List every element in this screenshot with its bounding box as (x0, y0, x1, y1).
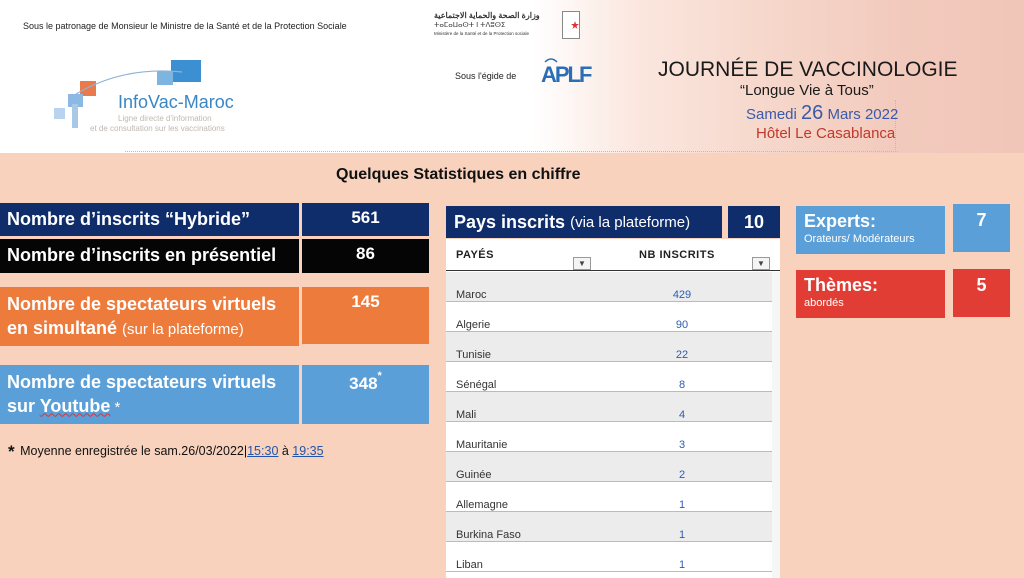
table-row (446, 332, 772, 362)
table-row (446, 452, 772, 482)
country-count: 8 (678, 379, 686, 391)
presentiel-value: 86 (302, 239, 429, 273)
country-name: Guinée (456, 469, 492, 481)
stats-title: Quelques Statistiques en chiffre (336, 166, 581, 183)
table-row (446, 272, 772, 302)
experts-value: 7 (953, 204, 1010, 252)
aplf-logo-text: APLF (541, 62, 591, 87)
table-row (446, 362, 772, 392)
themes-value: 5 (953, 269, 1010, 317)
country-count: 1 (678, 559, 686, 571)
table-row (446, 302, 772, 332)
event-date-suffix: Mars 2022 (823, 106, 899, 123)
virtuels-label-small: (sur la plateforme) (122, 320, 244, 338)
aplf-logo-icon (541, 56, 591, 92)
virtuels-label-line2: en simultané (7, 317, 118, 338)
country-name: Burkina Faso (456, 529, 521, 541)
country-name: Mauritanie (456, 439, 508, 451)
country-name: Tunisie (456, 349, 492, 361)
youtube-value-star: * (377, 370, 382, 382)
themes-sub: abordés (804, 297, 844, 309)
footnote-star: * (8, 442, 15, 461)
footnote-middle: à (278, 444, 293, 458)
youtube-label-line1: Nombre de spectateurs virtuels (7, 372, 277, 393)
ministry-french-name: Ministère de la Santé et de la Protection sociale (434, 31, 530, 36)
pays-title: Pays inscrits (454, 211, 566, 232)
event-venue: Hôtel Le Casablanca (756, 125, 896, 142)
table-row (446, 512, 772, 542)
hybride-value: 561 (302, 203, 429, 236)
ministry-logo (434, 11, 580, 41)
country-name: Allemagne (456, 499, 508, 511)
country-name: Mali (456, 409, 477, 421)
infovac-tagline-2: et de consultation sur les vaccinations (90, 124, 225, 133)
table-row (446, 422, 772, 452)
footnote-text: Moyenne enregistrée le sam.26/03/2022| (16, 444, 248, 458)
hybride-label-text: Nombre d’inscrits “Hybride” (7, 208, 251, 229)
virtuels-label (0, 287, 299, 346)
youtube-label-word: Youtube (39, 395, 111, 416)
country-count: 22 (675, 349, 689, 361)
country-name: Maroc (456, 289, 487, 301)
pays-count: 10 (728, 206, 780, 238)
country-name: Sénégal (456, 379, 497, 391)
col-nb-inscrits-filter-icon[interactable]: ▼ (752, 257, 770, 270)
footnote (8, 440, 324, 460)
event-title: JOURNÉE DE VACCINOLOGIE (658, 58, 958, 81)
hybride-label (0, 203, 299, 236)
country-count: 1 (678, 529, 686, 541)
country-name: Algerie (456, 319, 491, 331)
youtube-label-sur: sur (7, 395, 40, 416)
pays-title-small: (via la plateforme) (570, 213, 691, 231)
virtuels-value: 145 (302, 287, 429, 344)
experts-sub: Orateurs/ Modérateurs (804, 233, 915, 245)
header-divider (125, 151, 898, 152)
ministry-tifinagh-name: ⵜⴰⵎⴰⵡⴰⵙⵜ ⵏ ⵜⴷⵓⵙⵉ (434, 22, 506, 29)
event-date-prefix: Samedi (746, 106, 802, 123)
country-count: 4 (678, 409, 686, 421)
col-pays-filter-icon[interactable]: ▼ (573, 257, 591, 270)
country-count: 90 (675, 319, 689, 331)
themes-label (796, 270, 945, 318)
header-banner (0, 0, 1024, 153)
table-scrollbar[interactable] (772, 272, 780, 578)
country-count: 429 (672, 289, 692, 301)
pays-table (446, 239, 780, 578)
event-date (746, 102, 898, 125)
footnote-time-end: 19:35 (292, 444, 324, 458)
themes-title: Thèmes: (804, 275, 879, 295)
table-row (446, 392, 772, 422)
pays-table-header (446, 239, 780, 271)
pays-header (446, 206, 722, 238)
infovac-tagline-1: Ligne directe d'information (118, 114, 212, 123)
ministry-emblem-icon (562, 11, 580, 39)
col-nb-inscrits-header: NB INSCRITS (639, 249, 715, 261)
ministry-arabic-name: وزارة الصحة والحماية الاجتماعية (434, 11, 540, 20)
infovac-name: InfoVac-Maroc (118, 92, 234, 112)
event-subtitle: “Longue Vie à Tous” (740, 82, 874, 99)
virtuels-label-line1: Nombre de spectateurs virtuels (7, 294, 277, 315)
youtube-label (0, 365, 299, 424)
youtube-value (302, 365, 429, 424)
table-row (446, 482, 772, 512)
egide-label: Sous l'égide de (455, 71, 517, 81)
presentiel-label-text: Nombre d’inscrits en présentiel (7, 245, 277, 266)
col-pays-header: PAYÉS (456, 249, 494, 261)
country-name: Liban (456, 559, 483, 571)
country-count: 3 (678, 439, 686, 451)
country-count: 1 (678, 499, 686, 511)
event-date-day: 26 (801, 102, 824, 124)
experts-title: Experts: (804, 211, 877, 231)
youtube-label-star: * (110, 398, 121, 416)
patronage-text: Sous le patronage de Monsieur le Ministre de la Santé et de la Protection Sociale (23, 21, 347, 31)
experts-label (796, 206, 945, 254)
footnote-time-start: 15:30 (247, 444, 279, 458)
country-count: 2 (678, 469, 686, 481)
table-row (446, 542, 772, 572)
presentiel-label (0, 239, 299, 273)
youtube-value-number: 348 (349, 374, 378, 393)
